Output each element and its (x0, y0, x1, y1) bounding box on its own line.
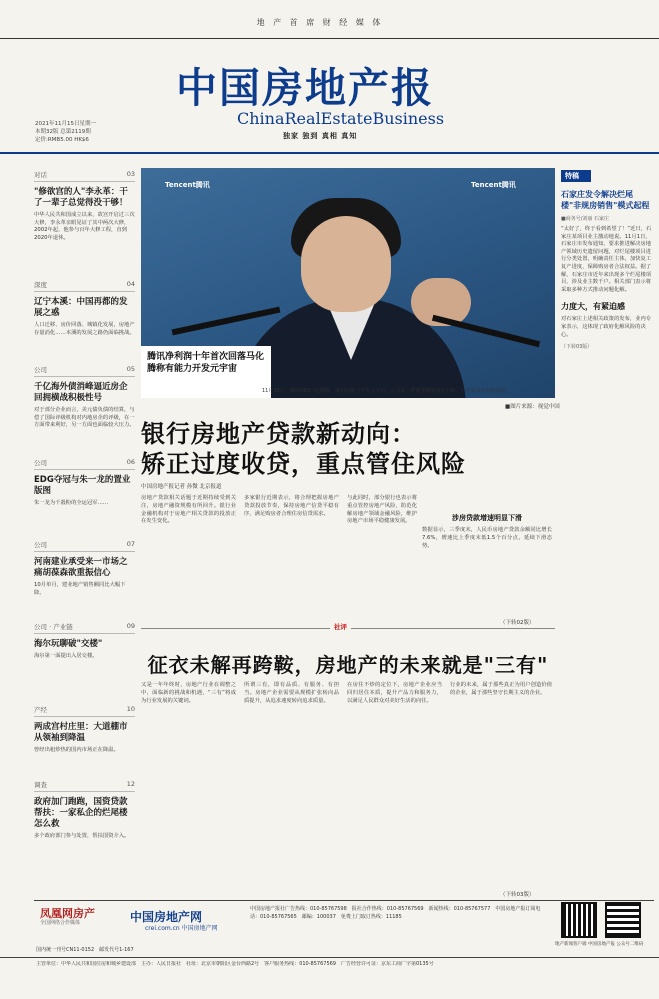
index-column (34, 160, 135, 945)
feature-column (561, 170, 653, 910)
section-header (34, 780, 135, 792)
section-label: 公司 (34, 459, 47, 467)
person-face (301, 216, 391, 312)
editorial-column: 在房住不炒的定位下，房地产企业应当回归居住本质，提升产品力和服务力，以满足人民群众对美好生活的向往。 (347, 682, 442, 704)
page-number: 05 (126, 365, 135, 373)
pub-issue: 本期32版 总第2119期 (35, 129, 91, 135)
page-number: 03 (126, 170, 135, 178)
publication-number: 国内统一刊号CN11-0152 邮发代号1-167 (36, 947, 134, 953)
feature-label: 特稿 (561, 170, 591, 182)
top-rule (0, 38, 659, 39)
masthead-title-en: ChinaRealEstateBusiness (237, 109, 445, 128)
page-number: 09 (126, 622, 135, 630)
pub-price: 定价:RMB5.00 HK$6 (35, 137, 89, 143)
index-item[interactable] (34, 170, 135, 242)
editorial-headline[interactable]: 征衣未解再跨鞍，房地产的未来就是"三有" (147, 653, 549, 677)
lead-byline: 中国房地产报记者 孙微 北京报道 (141, 484, 222, 490)
photo-title: 腾讯净利润十年首次回落马化腾称有能力开发元宇宙 (147, 352, 265, 374)
index-summary: 曾经出租炒热的国内市场正在降温。 (34, 747, 119, 753)
index-summary: 中华人民共和国成立以来，故宫开启过三次大修，李永革亲眼见证了其中两次大修，2002年起，他参与百年大修工程，直到2020年退休。 (34, 212, 135, 241)
section-header (34, 280, 135, 292)
page-number: 07 (126, 540, 135, 548)
page-number: 12 (126, 780, 135, 788)
index-summary: 海尔第一面提出入居交楼。 (34, 653, 98, 659)
feature-body: 对石家庄上述相关政策的发布，业内专家表示，这体现了政府化解风险的决心。 (561, 316, 652, 338)
index-summary: 10月单月，建业地产销售额同比大幅下降。 (34, 582, 126, 596)
index-item[interactable] (34, 280, 135, 337)
partner-logo-sub: 全国网络合作媒体 (40, 920, 81, 926)
microphone (432, 315, 540, 347)
index-summary: 对于部分企业而言，美元债负债的结算，与偿了国际评级机构对内地房企的评级，在一方面带来利好，另一方面也面临较大压力。 (34, 407, 135, 429)
masthead-title: 中国房地产报 (176, 64, 434, 112)
index-item[interactable] (34, 622, 135, 661)
qr-code-icon[interactable] (605, 902, 641, 938)
editorial-column: 所谓三有，即有品质、有服务、有担当。房地产企业需要从规模扩张转向品质提升，从追求速度转向追求质量。 (244, 682, 339, 704)
section-label: 公司 (34, 541, 47, 549)
publication-info (35, 120, 155, 144)
lead-photo (141, 168, 555, 398)
contact-info: 中国房地产报社广告热线：010-85767598 报社合作热线：010-85767569 新闻热线：010-85767577 中国房地产报订阅电话：010-85767565 邮编：100037 免费上门取订热线：11185 (250, 906, 541, 920)
brand-logo: Tencent腾讯 (471, 181, 516, 189)
partner-logo[interactable]: 凤凰网房产 (40, 907, 95, 920)
section-label: 调查 (34, 781, 47, 789)
section-label: 公司 (34, 366, 47, 374)
lead-continued: （下转02版） (500, 620, 535, 626)
index-item[interactable] (34, 540, 135, 597)
index-headline: 河南建业承受来一市场之痛胡葆森欲重振信心 (34, 557, 128, 578)
index-headline: 政府加门跑跑，国资贷款帮扶：一家私企的烂尾楼怎么救 (34, 797, 128, 829)
editorial-label: 社评 (330, 622, 351, 631)
index-summary: 多个政府部门参与处置，帮扶国资介入。 (34, 833, 130, 839)
lead-subhead: 涉房贷款增速明显下滑 (452, 514, 522, 522)
index-headline: 两成宫村庄里：大道棚市从领袖到降温 (34, 722, 128, 743)
index-headline: 海尔玩聊破"交楼" (34, 639, 103, 649)
page-number: 04 (126, 280, 135, 288)
page-number: 06 (126, 458, 135, 466)
qr-code-icon[interactable] (561, 902, 597, 938)
masthead-tagline: 地 产 首 席 财 经 媒 体 (256, 18, 384, 27)
pub-date: 2021年11月15日星期一 (35, 121, 96, 127)
index-headline: 千亿海外债消峰逼近房企回拥横战积极性号 (34, 382, 128, 403)
feature-body: “太好了，终于看到希望了！”近日，石家庄某项目业主激动地说。11月1日，石家庄市发布通知，要求推进解决房地产领域历史遗留问题，对烂尾楼项目进行分类处置，明确责任主体，加快复工复产进度，保障购房者合法权益。据了解，石家庄市近年来出现多个烂尾楼项目，涉及业主数千户。相关部门表示将采取多种方式推动问题化解。 (561, 226, 652, 293)
feature-continued: （下转03版） (561, 344, 593, 351)
lead-headline-line: 银行房地产贷款新动向： (141, 420, 416, 448)
footer-rule (34, 900, 654, 901)
page-number: 10 (126, 705, 135, 713)
feature-subhead: 力度大，有紧迫感 (561, 302, 625, 312)
section-header (34, 365, 135, 377)
lead-headline[interactable] (141, 419, 555, 479)
photo-caption: 11月10日，腾讯CEO马化腾称，腾讯有能力开发元宇宙。公司第三季度净利润同比下降，十年来首次出现回落。 (262, 388, 511, 394)
section-label: 产经 (34, 706, 47, 714)
index-item[interactable] (34, 365, 135, 430)
index-item[interactable] (34, 705, 135, 755)
lead-column: 与此同时，部分银行也表示将重点管控房地产风险，防范化解房地产领域金融风险，维护房地产市场平稳健康发展。 (347, 495, 417, 525)
section-header (34, 622, 135, 634)
feature-headline[interactable]: 石家庄发令解决烂尾楼"非规房销售"模式起程 (561, 190, 650, 210)
editorial-column: 行业的未来，属于那些真正为用户创造价值的企业，属于那些坚守长期主义的企业。 (450, 682, 552, 696)
microphone (172, 307, 281, 336)
section-header (34, 705, 135, 717)
section-label: 深度 (34, 281, 47, 289)
photo-title-box[interactable] (141, 346, 271, 398)
site-brand[interactable]: 中国房地产网 (130, 910, 203, 924)
index-headline: "修欲宫的人"李永革：干了一辈子总觉得没干够！ (34, 187, 128, 208)
section-header (34, 458, 135, 470)
section-label: 公司 · 产业链 (34, 623, 73, 631)
bottom-rule (0, 957, 659, 958)
editorial-column: 又是一年年终时，房地产行业在调整之中，面临新的挑战和机遇，“三有”将成为行业发展的关键词。 (141, 682, 236, 704)
index-headline: EDG夺冠与朱一龙的置业版图 (34, 475, 131, 496)
lead-column: 数据显示，三季度末，人民币房地产贷款余额同比增长7.6%，增速比上季度末低1.5个百分点，延续下滑态势。 (422, 527, 552, 549)
index-summary: 朱一龙为千殺粉的全运冠军…… (34, 500, 109, 506)
lead-column: 房地产贷款相关话题于近期持续受到关注，房地产融资规模有所回升。银行业金融机构对于房地产相关贷款的投放正在发生变化。 (141, 495, 236, 525)
feature-byline: ■商务号/刘丽 石家庄 (561, 216, 609, 222)
editorial-continued: （下转03版） (500, 892, 535, 898)
publisher-info: 主管单位：中华人民共和国住房和城乡建设部 主办：人民日报社 社址：北京市朝阳区金台西路2号 客户服务热线：010-85767569 广告经营许可证：京东工商广字第0135号 (36, 961, 434, 967)
index-item[interactable] (34, 780, 135, 841)
photo-credit: ■图片来源：视觉中国 (505, 404, 560, 410)
index-headline: 辽宁本溪：中国再都的发展之惑 (34, 297, 128, 318)
index-item[interactable] (34, 458, 135, 508)
masthead-slogan: 独家 独到 真相 真知 (283, 132, 358, 140)
lead-column: 多家银行近期表示，将合理把握房地产贷款投放节奏，保持房地产信贷平稳有序，满足购房者合理住房信贷需求。 (244, 495, 339, 517)
lead-headline-line: 矫正过度收贷，重点管住风险 (141, 450, 466, 478)
section-header (34, 540, 135, 552)
section-header (34, 170, 135, 182)
brand-logo: Tencent腾讯 (165, 181, 210, 189)
section-label: 对话 (34, 171, 47, 179)
masthead-rule (0, 152, 659, 154)
index-summary: 人口迁移、房价回落、城镇化发展，房地产存量消化……本溪的发展之路仍面临挑战。 (34, 322, 135, 336)
site-url[interactable]: crei.com.cn 中国房地产网 (145, 925, 218, 932)
qr-caption: 地产新闻客户端 中国房地产报 公众号二维码 (555, 942, 644, 947)
